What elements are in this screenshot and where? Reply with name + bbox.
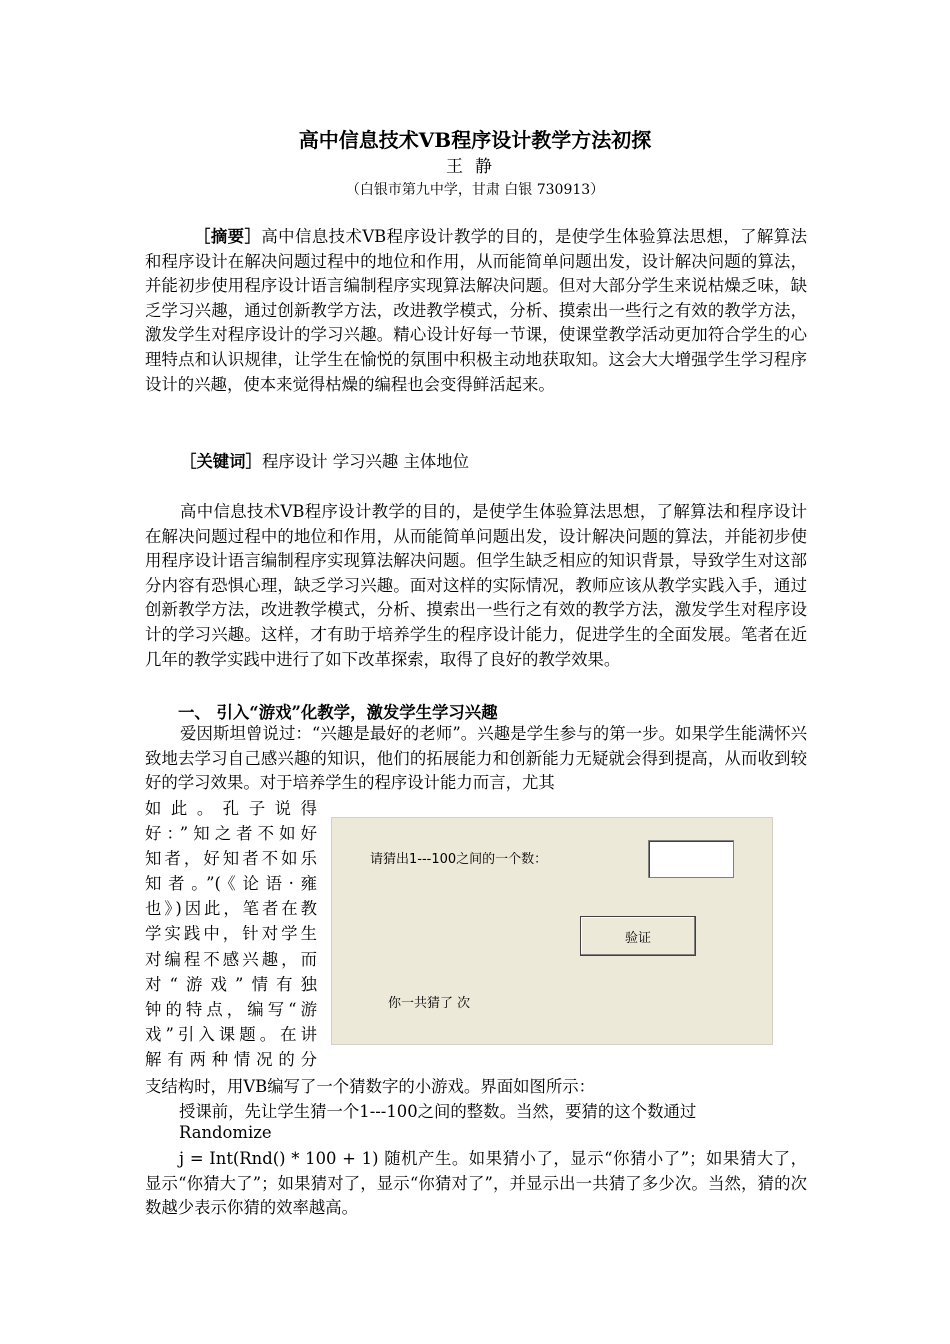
abstract-label: ［摘要］ bbox=[194, 227, 262, 246]
wrap-line: 知者。”(《论语·雍 bbox=[145, 874, 317, 894]
wrap-line: 知者，好知者不如乐 bbox=[145, 849, 317, 869]
vb-form-screenshot bbox=[331, 817, 773, 1045]
after-wrap-line: 支结构时，用VB编写了一个猜数字的小游戏。界面如图所示： bbox=[145, 1077, 596, 1096]
wrap-line: 钟的特点，编写“游 bbox=[145, 999, 317, 1019]
randomize-line: Randomize bbox=[179, 1123, 272, 1142]
wrapped-text-column bbox=[145, 796, 317, 1072]
author-name: 王静 bbox=[446, 157, 504, 177]
wrap-line: 学实践中，针对学生 bbox=[145, 924, 317, 944]
class-intro-line: 授课前，先让学生猜一个1---100之间的整数。当然，要猜的这个数通过 bbox=[179, 1102, 697, 1121]
wrap-line: 戏”引入课题。在讲 bbox=[145, 1024, 317, 1044]
wrap-line: 也》)因此，笔者在教 bbox=[145, 899, 317, 919]
paper-title: 高中信息技术VB程序设计教学方法初探 bbox=[298, 128, 652, 152]
affiliation: （白银市第九中学，甘肃 白银 730913） bbox=[345, 182, 605, 198]
guess-count-label: 你一共猜了 次 bbox=[388, 996, 471, 1011]
keywords-label: ［关键词］ bbox=[180, 452, 262, 471]
section1-paragraph: 爱因斯坦曾说过：“兴趣是最好的老师”。兴趣是学生参与的第一步。如果学生能满怀兴致地去学习自己感兴趣的知识，他们的拓展能力和创新能力无疑就会得到提高，从而收到较好的学习效果。对于培养学生的程序设计能力而言，尤其 bbox=[145, 724, 807, 793]
intro-paragraph: 高中信息技术VB程序设计教学的目的，是使学生体验算法思想，了解算法和程序设计在解决问题过程中的地位和作用，从而能简单问题出发，设计解决问题的算法，并能初步使用程序设计语言编制程序实现算法解决问题。但学生缺乏相应的知识背景，导致学生对这部分内容有恐惧心理，缺乏学习兴趣。面对这样的实际情况，教师应该从教学实践入手，通过创新教学方法，改进教学模式，分析、摸索出一些行之有效的教学方法，激发学生对程序设计的学习兴趣。这样，才有助于培养学生的程序设计能力，促进学生的全面发展。笔者在近几年的教学实践中进行了如下改革探索，取得了良好的教学效果。 bbox=[145, 502, 807, 669]
guess-input[interactable] bbox=[648, 840, 734, 878]
wrap-line: 如此。孔子说得 bbox=[145, 799, 317, 818]
guess-prompt-label: 请猜出1---100之间的一个数： bbox=[370, 852, 548, 867]
abstract-text: 高中信息技术VB程序设计教学的目的，是使学生体验算法思想，了解算法和程序设计在解决问题过程中的地位和作用，从而能简单问题出发，设计解决问题的算法，并能初步使用程序设计语言编制程序实现算法解决问题。但对大部分学生来说枯燥乏味，缺乏学习兴趣，通过创新教学方法，改进教学模式，分析、摸索出一些行之有效的教学方法，激发学生对程序设计的学习兴趣。精心设计好每一节课，使课堂教学活动更加符合学生的心理特点和认识规律，让学生在愉悦的氛围中积极主动地获取知。这会大大增强学生学习程序设计的兴趣，使本来觉得枯燥的编程也会变得鲜活起来。 bbox=[145, 227, 807, 394]
wrap-line: 对“游戏”情有独 bbox=[145, 974, 317, 994]
abstract-paragraph bbox=[145, 225, 807, 397]
verify-button[interactable]: 验证 bbox=[580, 916, 696, 956]
final-paragraph: j = Int(Rnd() * 100 + 1) 随机产生。如果猜小了，显示“你猜小了”；如果猜大了，显示“你猜大了”；如果猜对了，显示“你猜对了”，并显示出一共猜了多少次。当然，猜的次数越少表示你猜的效率越高。 bbox=[145, 1149, 807, 1218]
wrap-line: 对编程不感兴趣，而 bbox=[145, 949, 317, 969]
keywords-text: 程序设计 学习兴趣 主体地位 bbox=[261, 452, 470, 471]
wrap-line: 好：”知之者不如好 bbox=[145, 824, 317, 844]
section1-heading: 一、 引入“游戏”化教学，激发学生学习兴趣 bbox=[178, 703, 498, 722]
wrap-line: 解有两种情况的分 bbox=[145, 1049, 317, 1069]
keywords-paragraph bbox=[145, 450, 807, 475]
